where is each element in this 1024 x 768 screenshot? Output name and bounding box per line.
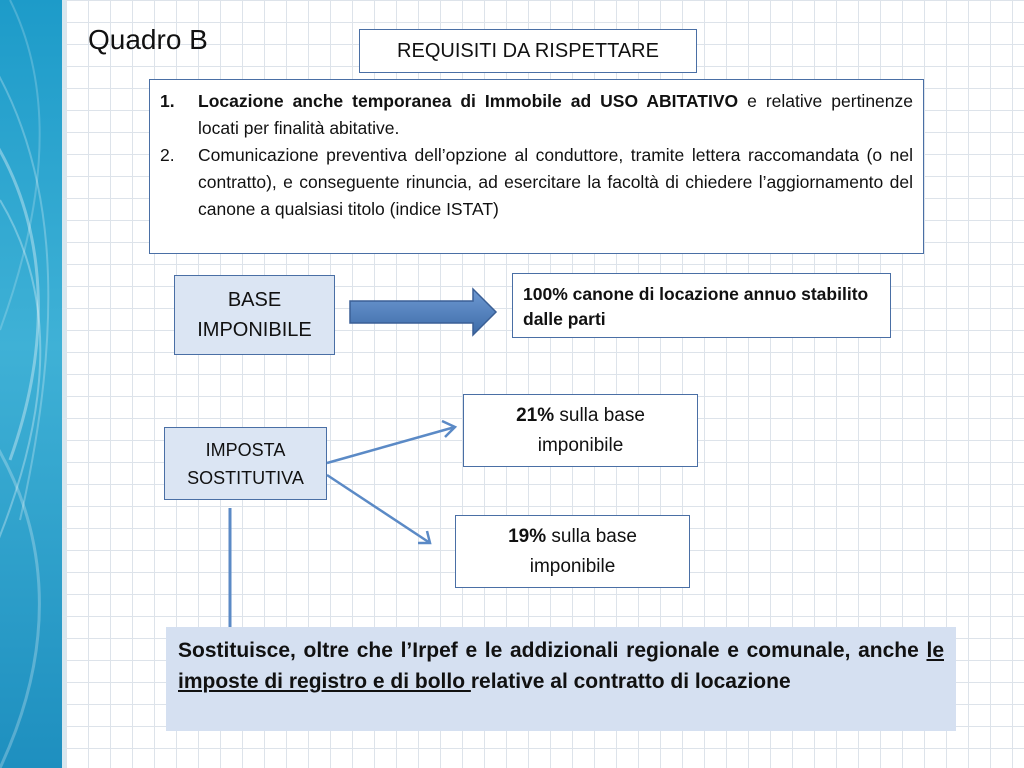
- requisiti-list: [149, 79, 924, 254]
- list-item-text: Comunicazione preventiva dell’opzione al conduttore, tramite lettera raccomandata (o nel contratto), e conseguente rinuncia, ad esercitare la facoltà di chiedere l’aggiornamento del canone a qualsiasi titolo (indice ISTAT): [198, 145, 913, 219]
- slide-title: Quadro B: [88, 24, 208, 55]
- list-item: [160, 88, 913, 142]
- list-item-rest-text: e relative pertinenze locati per finalità abitative.: [198, 91, 913, 138]
- requisiti-title-box: [359, 29, 697, 73]
- rate-19-box: [455, 515, 690, 588]
- base-imponibile-label: [174, 275, 335, 355]
- rate-21-text2: imponibile: [537, 434, 624, 456]
- base-imponibile-value: 100% canone di locazione annuo stabilito dalle parti: [512, 273, 891, 338]
- base-imponibile-line1: BASE: [227, 289, 282, 311]
- sostituisce-text-before: Sostituisce, oltre che l’Irpef e le addizionali regionale e comunale, anche: [178, 639, 927, 662]
- arrow-to-21-icon: [327, 421, 455, 463]
- sostituisce-box: [166, 627, 956, 731]
- rate-21-box: [463, 394, 698, 467]
- list-item-number: 1.: [160, 91, 175, 111]
- imposta-sostitutiva-line1: IMPOSTA: [205, 439, 286, 460]
- rate-21-text: sulla base: [554, 404, 645, 426]
- rate-19-text: sulla base: [546, 525, 637, 547]
- rate-19-pct: 19%: [508, 525, 547, 547]
- imposta-sostitutiva-label: [164, 427, 327, 500]
- sostituisce-text-after: relative al contratto di locazione: [470, 670, 791, 693]
- list-item-number: 2.: [160, 145, 175, 165]
- sidebar-wave-pattern: [0, 0, 62, 768]
- sostituisce-underlined: le imposte di registro e di bollo: [178, 639, 944, 693]
- base-imponibile-line2: IMPONIBILE: [197, 319, 312, 341]
- list-item: [160, 142, 913, 223]
- list-item-bold-text: Locazione anche temporanea di Immobile ad USO ABITATIVO: [198, 91, 739, 111]
- requisiti-title: REQUISITI DA RISPETTARE: [397, 39, 659, 62]
- rate-19-text2: imponibile: [529, 555, 616, 577]
- decorative-sidebar: [0, 0, 62, 768]
- rate-21-pct: 21%: [516, 404, 555, 426]
- sidebar-edge: [62, 0, 66, 768]
- imposta-sostitutiva-line2: SOSTITUTIVA: [187, 467, 304, 488]
- list-item-text: [198, 88, 913, 142]
- arrow-to-19-icon: [327, 475, 430, 543]
- block-arrow-icon: [350, 289, 496, 335]
